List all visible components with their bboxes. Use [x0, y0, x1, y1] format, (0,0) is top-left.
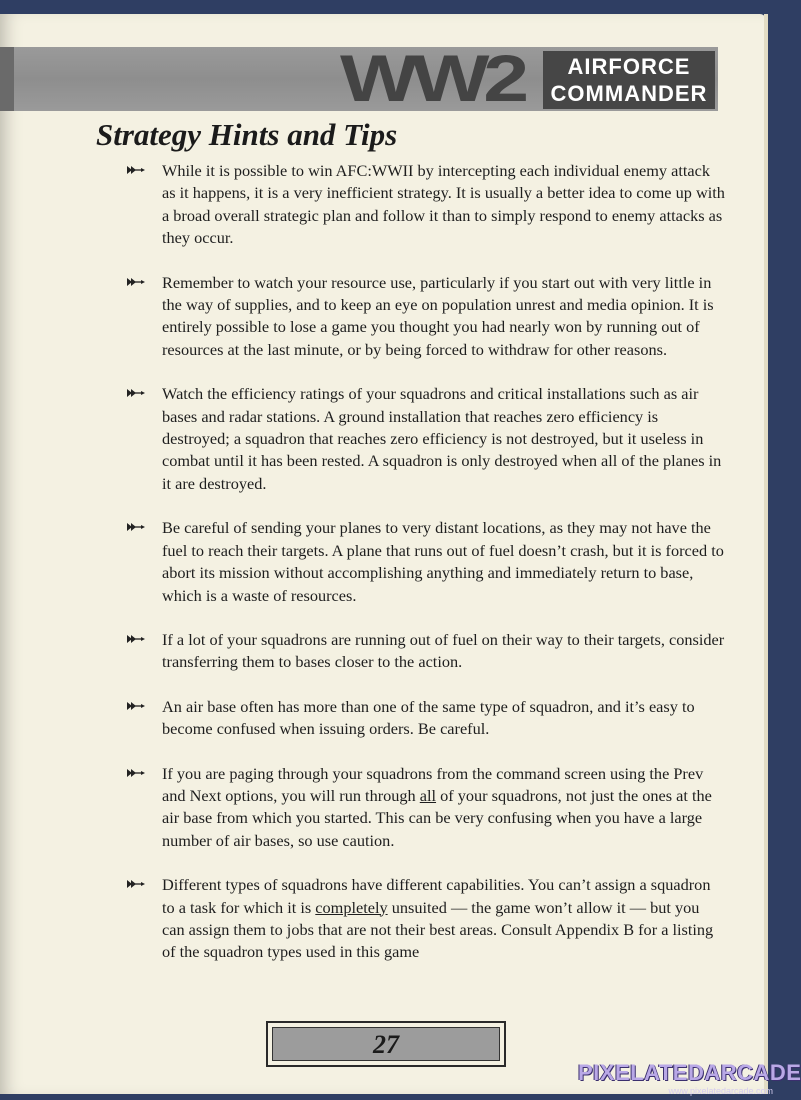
tip-emphasis: completely: [315, 897, 388, 917]
watermark-logo: PIXELATEDARCADE: [578, 1060, 801, 1085]
arrow-bullet-icon: [126, 386, 146, 400]
tip-text: If a lot of your squadrons are running out of fuel on their way to their targets, consider transferring them to bases closer to the action.: [162, 629, 725, 672]
logo-commander: COMMANDER: [550, 81, 708, 106]
tip-item: [126, 629, 726, 674]
arrow-bullet-icon: [126, 632, 146, 646]
watermark-url: www.pixelatedarcade.com: [668, 1086, 773, 1096]
tip-item: [126, 763, 726, 853]
tip-text: While it is possible to win AFC:WWII by intercepting each individual enemy attack as it happens, it is a very inefficient strategy. It is usually a better idea to come up with a broad overall strategic plan and follow it than to simply respond to enemy attacks as they occur.: [162, 161, 725, 248]
tip-text: Be careful of sending your planes to very distant locations, as they may not have the fuel to reach their targets. A plane that runs out of fuel doesn’t crash, but it is forced to abort its mission without accomplishing anything and immediately return to base, which is a waste of resources.: [162, 518, 724, 605]
tips-list: [126, 160, 726, 986]
arrow-bullet-icon: [126, 699, 146, 713]
arrow-bullet-icon: [126, 275, 146, 289]
tip-item: [126, 383, 726, 495]
tip-item: [126, 160, 726, 250]
tip-text: Watch the efficiency ratings of your squadrons and critical installations such as air bases and radar stations. A ground installation that reaches zero efficiency is destroyed; a squadron that reaches zero efficiency is not destroyed, but it useless in combat until it has been rested. A squadron is only destroyed when all of the planes in it are destroyed.: [162, 384, 722, 493]
tip-emphasis: all: [419, 785, 437, 805]
arrow-bullet-icon: [126, 520, 146, 534]
tip-text-continued: of your squadrons, not just the ones at the air base from which you started. This can be very confusing when you have a large number of air bases, so use caution.: [162, 785, 712, 850]
arrow-bullet-icon: [126, 163, 146, 177]
logo-ww2: WW2: [340, 41, 523, 115]
tip-text: Remember to watch your resource use, particularly if you start out with very little in the way of supplies, and to keep an eye on population unrest and media opinion. It is entirely possible to lose a game you thought you had nearly won by running out of resources at the last minute, or by being forced to withdraw for other reasons.: [162, 272, 714, 359]
arrow-bullet-icon: [126, 877, 146, 891]
tip-item: [126, 517, 726, 607]
logo-airforce: AIRFORCE: [567, 54, 691, 79]
page-edge: [764, 14, 768, 1094]
header-band-shadow: [0, 47, 14, 111]
arrow-bullet-icon: [126, 766, 146, 780]
tip-text: Different types of squadrons have different capabilities. You can’t assign a squadron to a task for which it is: [162, 875, 711, 917]
section-title: Strategy Hints and Tips: [96, 117, 398, 152]
page-number: 27: [272, 1027, 500, 1061]
page-number-box: [266, 1021, 506, 1067]
tip-item: [126, 272, 726, 362]
tip-item: [126, 874, 726, 964]
tip-text: If you are paging through your squadrons from the command screen using the Prev and Next options, you will run through: [162, 763, 704, 805]
tip-text: An air base often has more than one of the same type of squadron, and it’s easy to become confused when issuing orders. Be careful.: [162, 696, 695, 739]
logo-box: [543, 51, 715, 109]
tip-item: [126, 696, 726, 741]
tip-text-continued: unsuited — the game won’t allow it — but you can assign them to jobs that are not their best areas. Consult Appendix B for a listing of the squadron types used in this game: [162, 897, 714, 962]
